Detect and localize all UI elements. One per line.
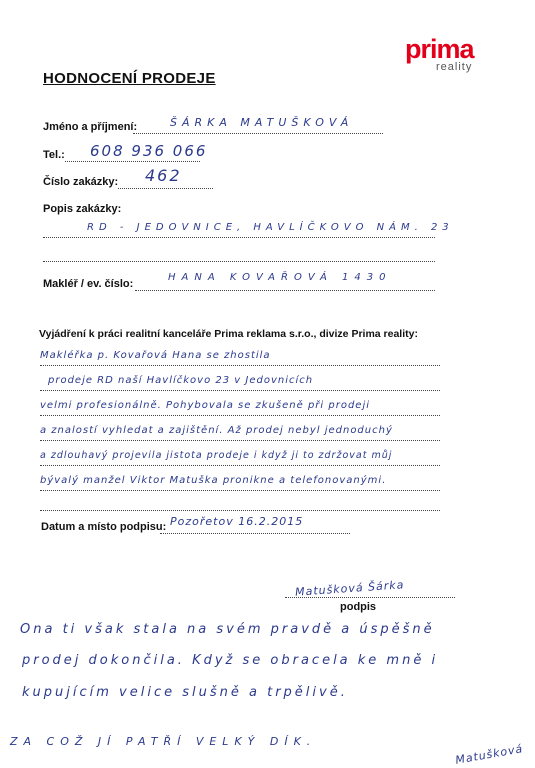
description-line-2 [43,261,435,262]
broker-value: HANA KOVAŘOVÁ 1430 [168,272,392,283]
statement-text-line: a zdlouhavý projevila jistota prodeje i když ji to zdržovat můj [40,450,393,461]
statement-label: Vyjádření k práci realitní kanceláře Prima reklama s.r.o., divize Prima reality: [39,328,418,340]
description-label: Popis zakázky: [43,203,122,215]
description-line-1 [43,237,435,238]
prima-reality-logo [405,36,487,74]
statement-line-7 [40,510,440,511]
statement-text-line: bývalý manžel Viktor Matuška pronikne a telefonovanými. [40,475,387,486]
statement-line-2 [40,390,440,391]
statement-line-6 [40,490,440,491]
broker-label: Makléř / ev. číslo: [43,278,134,290]
statement-line-1 [40,365,440,366]
broker-line [135,290,435,291]
statement-text-line: velmi profesionálně. Pohybovala se zkušeně při prodeji [40,400,370,411]
order-value: 462 [145,166,182,185]
date-place-line [160,533,350,534]
freeform-text-line: kupujícím velice slušně a trpělivě. [22,685,348,700]
date-place-value: Pozořetov 16.2.2015 [170,515,304,528]
form-title: HODNOCENÍ PRODEJE [43,70,216,87]
statement-text-line: Makléřka p. Kovařová Hana se zhostila [40,350,271,361]
statement-line-3 [40,415,440,416]
freeform-text-line: prodej dokončila. Když se obracela ke mně i [22,653,439,668]
name-line [133,133,383,134]
tel-label: Tel.: [43,149,65,161]
signature: Matušková Šárka [294,578,405,599]
tel-value: 608 936 066 [90,142,208,160]
date-place-label: Datum a místo podpisu: [41,521,167,533]
statement-line-4 [40,440,440,441]
freeform-text-line: Ona ti však stala na svém pravdě a úspěšně [20,622,435,637]
name-label: Jméno a příjmení: [43,121,138,133]
statement-text-line: prodeje RD naší Havlíčkovo 23 v Jedovnicích [48,375,314,386]
statement-text-line: a znalostí vyhledat a zajištění. Až prodej nebyl jednoduchý [40,425,393,436]
logo-brand: prima [405,34,474,64]
order-label: Číslo zakázky: [43,176,119,188]
order-line [118,188,213,189]
corner-signature: Matušková [454,742,525,767]
statement-line-5 [40,465,440,466]
description-value: RD - JEDOVNICE, HAVLÍČKOVO NÁM. 23 [87,222,454,233]
name-value: ŠÁRKA MATUŠKOVÁ [170,116,354,129]
freeform-text-line: ZA COŽ JÍ PATŘÍ VELKÝ DÍK. [10,735,317,748]
signature-label: podpis [340,601,377,613]
tel-line [65,161,200,162]
logo-subtitle: reality [436,61,473,73]
